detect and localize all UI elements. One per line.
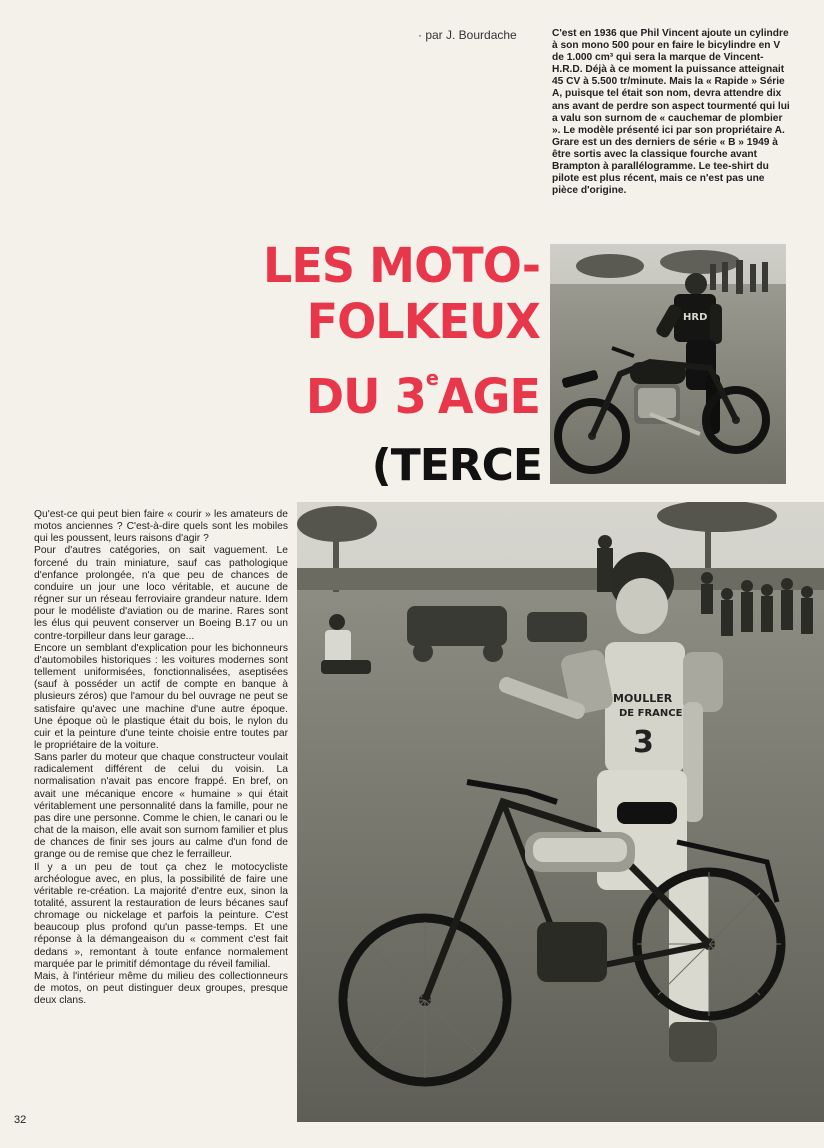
photo-caption: C'est en 1936 que Phil Vincent ajoute un cylindre à son mono 500 pour en faire le bicylindre en V de 1.000 cm³ qui sera la marque de Vincent-H.R.D. Déjà à ce moment la puissance atteignait 45 CV à 5.500 tr/minute. Mais la « Rapide » Série A, puisque tel était son nom, devra attendre dix ans avant de perdre son aspect tourmenté qui lui a valu son surnom de « cauchemar de plombier ». Le modèle présenté ici par son propriétaire A. Grare est un des derniers de série « B » 1949 à être sortis avec la classique fourche avant Brampton à parallélogramme. Le tee-shirt du pilote est plus récent, mais ce n'est pas une pièce d'origine. <box>552 28 790 197</box>
title-line-1: LES MOTO-FOLKEUX <box>262 238 540 350</box>
title-line-2 <box>60 350 540 425</box>
byline: · par J. Bourdache <box>418 28 517 42</box>
article-title <box>60 238 540 425</box>
tshirt-logo-text: HRD <box>683 312 708 323</box>
vincent-motorcycle-photo <box>550 244 786 484</box>
page-number: 32 <box>14 1114 27 1126</box>
title-line-2-end: AGE <box>437 369 540 425</box>
title-superscript: e <box>425 366 438 390</box>
article-body: Qu'est-ce qui peut bien faire « courir » les amateurs de motos anciennes ? C'est-à-dire quels sont les mobiles qui les poussent, leurs raisons d'agir ? Pour d'autres catégories, on sait vaguement. Le forcené du train miniature, sauf cas pathologique d'enfance prolongée, n'a que peu de chances de conduire un jour une loco véritable, et aucune de régner sur un réseau ferroviaire grandeur nature. Idem pour le modéliste d'aviation ou de marine. Rares sont les élus qui peuvent conserver un Boeing B.17 ou un contre-torpilleur dans leur garage... Encore un semblant d'explication pour les bichonneurs d'automobiles historiques : les voitures modernes sont tellement uniformisées, fonctionnalisées, aseptisées (sauf à posséder un actif de compte en banque à plusieurs zéros) que l'amour du bel ouvrage ne peut se satisfaire qu'avec une machine d'une autre époque. Une époque où le plastique était du bois, le nylon du cuir et la peinture d'une teinte choisie entre toutes par le propriétaire de la voiture. Sans parler du moteur que chaque constructeur voulait radicalement différent de celui du voisin. La normalisation n'avait pas encore frappé. En bref, on avait une mécanique encore « humaine » qui était véritablement une personnalité dans la famille, pour ne pas dire une personne. Comme le chien, le canari ou le chat de la maison, elle avait son surnom familier et plus de chances de finir ses jours au calme d'un fond de grange ou de remise que chez le ferrailleur. Il y a un peu de tout ça chez le motocycliste archéologue avec, en plus, la possibilité de faire une véritable re-création. La majorité d'entre eux, sinon la totalité, assurent la restauration de leurs bécanes sauf chromage ou nickelage et parfois la peinture. C'est beaucoup plus profond qu'un passe-temps. Et une réponse à la démangeaison du « comment c'est fait dedans », remontant à toute enfance normalement marquée par le primitif démontage du réveil familial. Mais, à l'intérieur même du milieu des collectionneurs de motos, on peut distinguer deux groupes, presque deux clans. <box>34 509 288 1007</box>
vincent-motorcycle-illustration <box>550 244 786 484</box>
boy-on-moped-illustration <box>297 502 824 1122</box>
title-line-2-start: DU 3 <box>305 369 426 425</box>
boy-on-moped-photo <box>297 502 824 1122</box>
article-subtitle: (TERCE <box>371 440 542 491</box>
shirt-text-line-2: DE FRANCE <box>619 708 683 719</box>
shirt-text-line-1: MOULLER <box>613 692 673 705</box>
shirt-number: 3 <box>633 725 654 760</box>
